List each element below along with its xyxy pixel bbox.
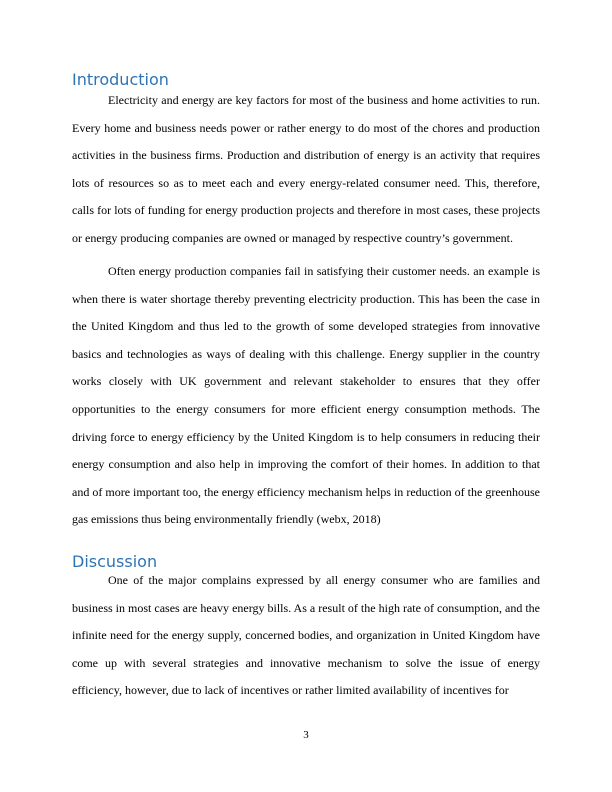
- discussion-paragraph-1: One of the major complains expressed by all energy consumer who are families and business in most cases are heavy energy bills. As a result of the high rate of consumption, and the infinite need for the energy supply, concerned bodies, and organization in United Kingdom have come up with several strategies and innovative mechanism to solve the issue of energy efficiency, however, due to lack of incentives or rather limited availability of incentives for: [72, 573, 540, 698]
- section-heading-discussion: Discussion: [72, 552, 158, 571]
- page-number: 3: [303, 729, 309, 741]
- introduction-paragraph-1: Electricity and energy are key factors for most of the business and home activities to run. Every home and business needs power or rather energy to do most of the chores and production activities in the business firms. Production and distribution of energy is an activity that requires lots of resources so as to meet each and every energy-related consumer need. This, therefore, calls for lots of funding for energy production projects and therefore in most cases, these projects or energy producing companies are owned or managed by respective country’s government.: [72, 93, 540, 245]
- introduction-paragraph-2: Often energy production companies fail in satisfying their customer needs. an example is when there is water shortage thereby preventing electricity production. This has been the case in the United Kingdom and thus led to the growth of some developed strategies from innovative basics and technologies as ways of dealing with this challenge. Energy supplier in the country works closely with UK government and relevant stakeholder to ensures that they offer opportunities to the energy consumers for more efficient energy consumption methods. The driving force to energy efficiency by the United Kingdom is to help consumers in reducing their energy consumption and also help in improving the comfort of their homes. In addition to that and of more important too, the energy efficiency mechanism helps in reduction of the greenhouse gas emissions thus being environmentally friendly (webx, 2018): [72, 264, 540, 527]
- section-heading-introduction: Introduction: [72, 70, 169, 89]
